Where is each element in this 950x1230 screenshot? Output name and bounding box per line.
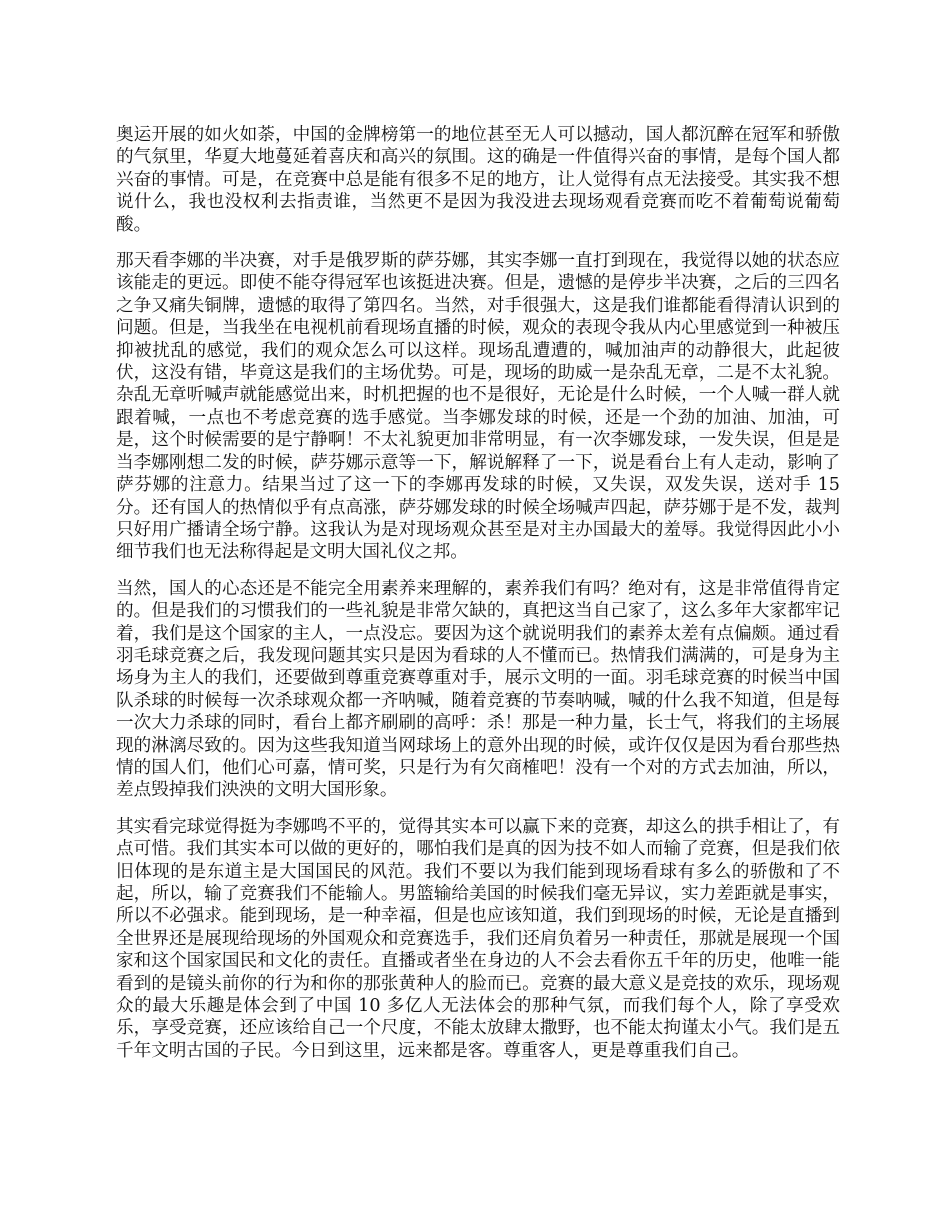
article-body (116, 124, 840, 1076)
paragraph-3: 当然，国人的心态还是不能完全用素养来理解的，素养我们有吗？绝对有，这是非常值得肯定的。但是我们的习惯我们的一些礼貌是非常欠缺的，真把这当自己家了，这么多年大家都牢记着，我们是这个国家的主人，一点没忘。要因为这个就说明我们的素养太差有点偏颇。通过看羽毛球竞赛之后，我发现问题其实只是因为看球的人不懂而已。热情我们满满的，可是身为主场身为主人的我们，还要做到尊重竞赛尊重对手，展示文明的一面。羽毛球竞赛的时候当中国队杀球的时候每一次杀球观众都一齐呐喊，随着竞赛的节奏呐喊，喊的什么我不知道，但是每一次大力杀球的同时，看台上都齐刷刷的高呼：杀！那是一种力量，长士气，将我们的主场展现的淋漓尽致的。因为这些我知道当网球场上的意外出现的时候，或许仅仅是因为看台那些热情的国人们，他们心可嘉，情可奖，只是行为有欠商榷吧！没有一个对的方式去加油，所以，差点毁掉我们泱泱的文明大国形象。 (116, 578, 840, 801)
paragraph-1: 奥运开展的如火如荼，中国的金牌榜第一的地位甚至无人可以撼动，国人都沉醉在冠军和骄傲的气氛里，华夏大地蔓延着喜庆和高兴的氛围。这的确是一件值得兴奋的事情，是每个国人都兴奋的事情。可是，在竞赛中总是能有很多不足的地方，让人觉得有点无法接受。其实我不想说什么，我也没权利去指责谁，当然更不是因为我没进去现场观看竞赛而吃不着葡萄说葡萄酸。 (116, 125, 840, 235)
paragraph-4: 其实看完球觉得挺为李娜鸣不平的，觉得其实本可以赢下来的竞赛，却这么的拱手相让了，有点可惜。我们其实本可以做的更好的，哪怕我们是真的因为技不如人而输了竞赛，但是我们依旧体现的是东道主是大国国民的风范。我们不要以为我们能到现场看球有多么的骄傲和了不起，所以，输了竞赛我们不能输人。男篮输给美国的时候我们毫无异议，实力差距就是事实，所以不必强求。能到现场，是一种幸福，但是也应该知道，我们到现场的时候，无论是直播到全世界还是展现给现场的外国观众和竞赛选手，我们还肩负着另一种责任，那就是展现一个国家和这个国家国民和文化的责任。直播或者坐在身边的人不会去看你五千年的历史，他唯一能看到的是镜头前你的行为和你的那张黄种人的脸而已。竞赛的最大意义是竞技的欢乐，现场观众的最大乐趣是体会到了中国 10 多亿人无法体会的那种气氛，而我们每个人，除了享受欢乐，享受竞赛，还应该给自己一个尺度，不能太放肆太撒野，也不能太拘谨太小气。我们是五千年文明古国的子民。今日到这里，远来都是客。尊重客人，更是尊重我们自己。 (116, 816, 840, 1061)
paragraph-2: 那天看李娜的半决赛，对手是俄罗斯的萨芬娜，其实李娜一直打到现在，我觉得以她的状态应该能走的更远。即使不能夺得冠军也该挺进决赛。但是，遗憾的是停步半决赛，之后的三四名之争又痛失铜牌，遗憾的取得了第四名。当然，对手很强大，这是我们谁都能看得清认识到的问题。但是，当我坐在电视机前看现场直播的时候，观众的表现令我从内心里感觉到一种被压抑被扰乱的感觉，我们的观众怎么可以这样。现场乱遭遭的，喊加油声的动静很大，此起彼伏，这没有错，毕竟这是我们的主场优势。可是，现场的助威一是杂乱无章，二是不太礼貌。杂乱无章听喊声就能感觉出来，时机把握的也不是很好，无论是什么时候，一个人喊一群人就跟着喊，一点也不考虑竞赛的选手感觉。当李娜发球的时候，还是一个劲的加油、加油，可是，这个时候需要的是宁静啊！不太礼貌更加非常明显，有一次李娜发球，一发失误，但是是当李娜刚想二发的时候，萨芬娜示意等一下，解说解释了一下，说是看台上有人走动，影响了萨芬娜的注意力。结果当过了这一下的李娜再发球的时候，又失误，双发失误，送对手 15 分。还有国人的热情似乎有点高涨，萨芬娜发球的时候全场喊声四起，萨芬娜于是不发，裁判只好用广播请全场宁静。这我认为是对现场观众甚至是对主办国最大的羞辱。我觉得因此小小细节我们也无法称得起是文明大国礼仪之邦。 (116, 251, 840, 563)
